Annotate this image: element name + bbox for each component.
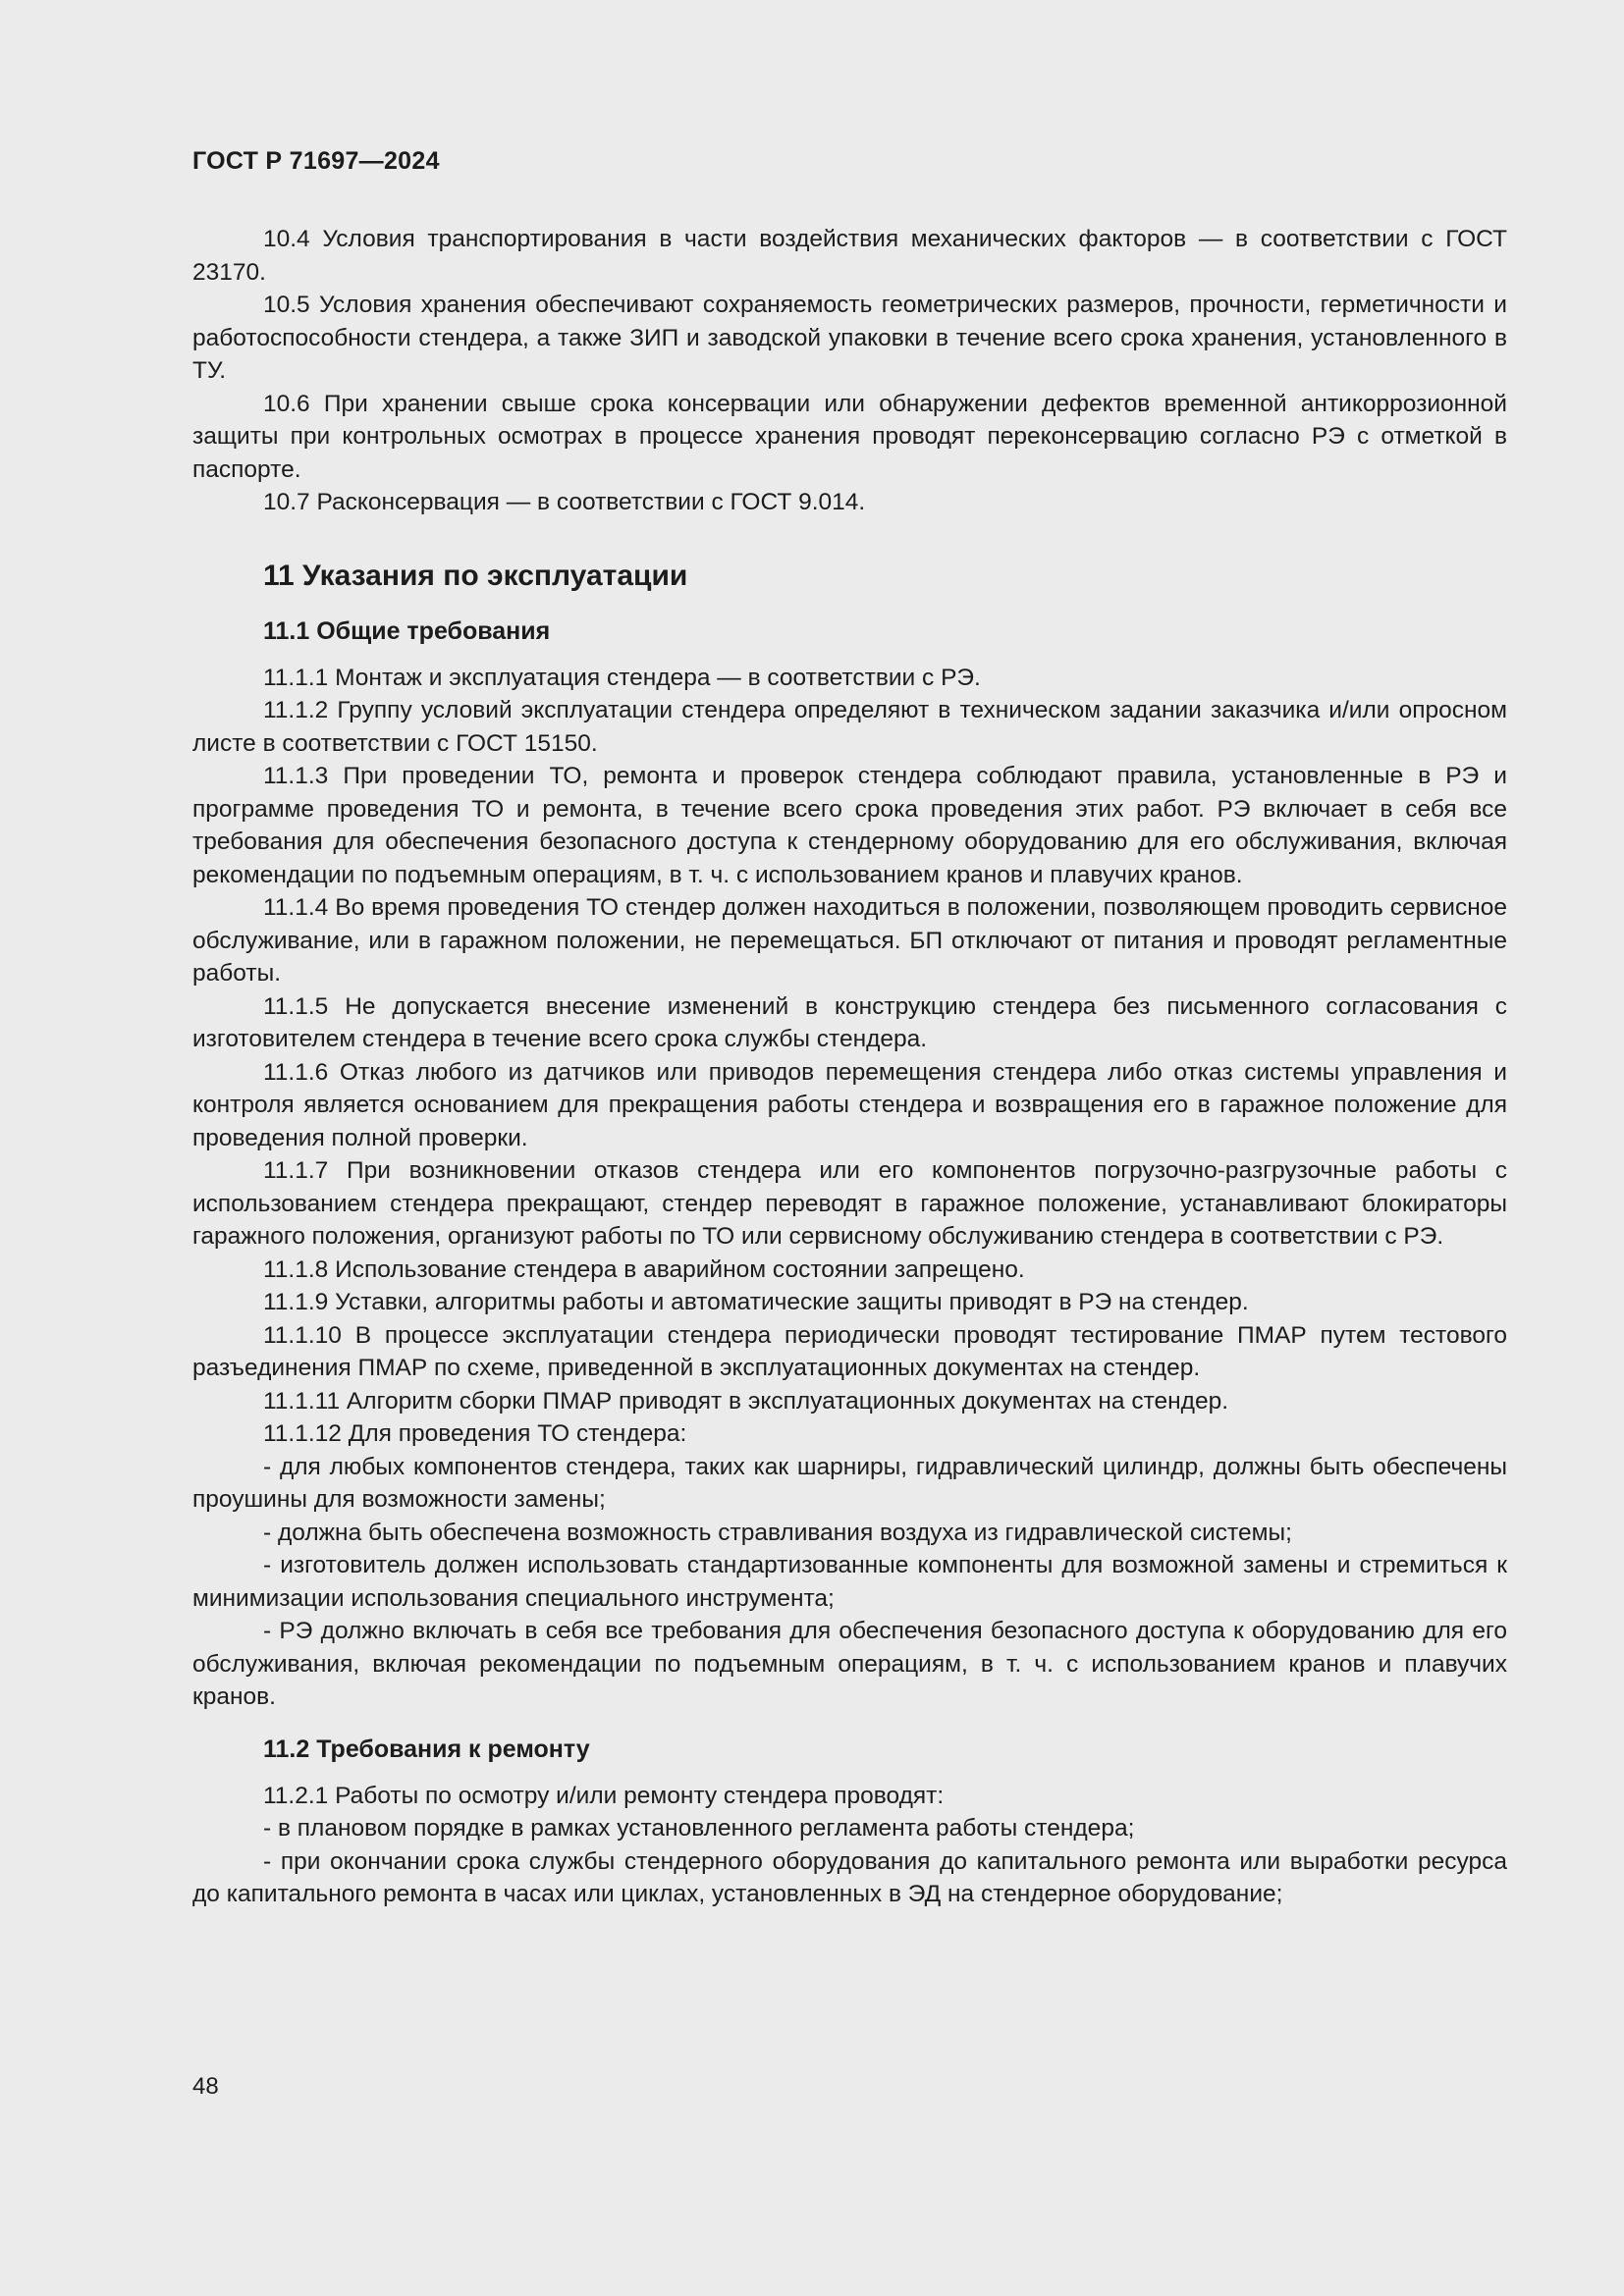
paragraph-11-1-2: 11.1.2 Группу условий эксплуатации стендера определяют в техническом задании заказчика и/или опросном листе в соответствии с ГОСТ 15150. [192,697,1507,757]
paragraph-10-4: 10.4 Условия транспортирования в части воздействия механических факторов — в соответствии с ГОСТ 23170. [192,226,1507,286]
list-item: - должна быть обеспечена возможность стравливания воздуха из гидравлической системы; [263,1519,1292,1546]
paragraph-11-1-4: 11.1.4 Во время проведения ТО стендер должен находиться в положении, позволяющем проводить сервисное обслуживание, или в гаражном положении, не перемещаться. БП отключают от питания и проводят регламентные работы. [192,894,1507,987]
paragraph-11-1-5: 11.1.5 Не допускается внесение изменений в конструкцию стендера без письменного согласования с изготовителем стендера в течение всего срока службы стендера. [192,992,1507,1052]
subsection-11-1-title: 11.1 Общие требования [263,616,551,645]
list-item: - изготовитель должен использовать стандартизованные компоненты для возможной замены и стремиться к минимизации использования специального инструмента; [192,1552,1507,1612]
list-item: - в плановом порядке в рамках установленного регламента работы стендера; [263,1815,1135,1842]
document-body [192,223,1507,1911]
paragraph-10-5: 10.5 Условия хранения обеспечивают сохраняемость геометрических размеров, прочности, герметичности и работоспособности стендера, а также ЗИП и заводской упаковки в течение всего срока хранения, установленного в ТУ. [192,292,1507,384]
paragraph-11-2-1: 11.2.1 Работы по осмотру и/или ремонту стендера проводят: [263,1782,945,1809]
paragraph-11-1-8: 11.1.8 Использование стендера в аварийном состоянии запрещено. [263,1255,1025,1283]
list-item: - РЭ должно включать в себя все требования для обеспечения безопасного доступа к оборудованию для его обслуживания, включая рекомендации по подъемным операциям, в т. ч. с использованием кранов и плавучих кранов. [192,1618,1507,1710]
section-11-title: 11 Указания по эксплуатации [263,559,688,592]
paragraph-11-1-6: 11.1.6 Отказ любого из датчиков или приводов перемещения стендера либо отказ системы управления и контроля является основанием для прекращения работы стендера и возвращения его в гаражное положение для проведения полной проверки. [192,1058,1507,1151]
list-item: - для любых компонентов стендера, таких как шарниры, гидравлический цилиндр, должны быть обеспечены проушины для возможности замены; [192,1453,1507,1513]
page-number: 48 [192,2073,219,2100]
document-header: ГОСТ Р 71697—2024 [192,147,440,175]
paragraph-11-1-12: 11.1.12 Для проведения ТО стендера: [263,1420,687,1447]
paragraph-11-1-10: 11.1.10 В процессе эксплуатации стендера периодически проводят тестирование ПМАР путем тестового разъединения ПМАР по схеме, приведенной в эксплуатационных документах на стендер. [192,1321,1507,1381]
paragraph-10-7: 10.7 Расконсервация — в соответствии с ГОСТ 9.014. [263,489,866,515]
list-item: - при окончании срока службы стендерного оборудования до капитального ремонта или выработки ресурса до капитального ремонта в часах или циклах, установленных в ЭД на стендерное оборудование; [192,1847,1507,1907]
paragraph-10-6: 10.6 При хранении свыше срока консервации или обнаружении дефектов временной антикоррозионной защиты при контрольных осмотрах в процессе хранения проводят переконсервацию согласно РЭ с отметкой в паспорте. [192,390,1507,483]
paragraph-11-1-11: 11.1.11 Алгоритм сборки ПМАР приводят в эксплуатационных документах на стендер. [263,1387,1229,1415]
paragraph-11-1-1: 11.1.1 Монтаж и эксплуатация стендера — в соответствии с РЭ. [263,664,981,691]
paragraph-11-1-9: 11.1.9 Уставки, алгоритмы работы и автоматические защиты приводят в РЭ на стендер. [263,1289,1249,1315]
paragraph-11-1-7: 11.1.7 При возникновении отказов стендера или его компонентов погрузочно-разгрузочные работы с использованием стендера прекращают, стендер переводят в гаражное положение, устанавливают блокираторы гаражного положения, организуют работы по ТО или сервисному обслуживанию стендера в соответствии с РЭ. [192,1157,1507,1250]
paragraph-11-1-3: 11.1.3 При проведении ТО, ремонта и проверок стендера соблюдают правила, установленные в РЭ и программе проведения ТО и ремонта, в течение всего срока проведения этих работ. РЭ включает в себя все требования для обеспечения безопасного доступа к стендерному оборудованию для его обслуживания, включая рекомендации по подъемным операциям, в т. ч. с использованием кранов и плавучих кранов. [192,763,1507,888]
subsection-11-2-title: 11.2 Требования к ремонту [263,1735,590,1763]
